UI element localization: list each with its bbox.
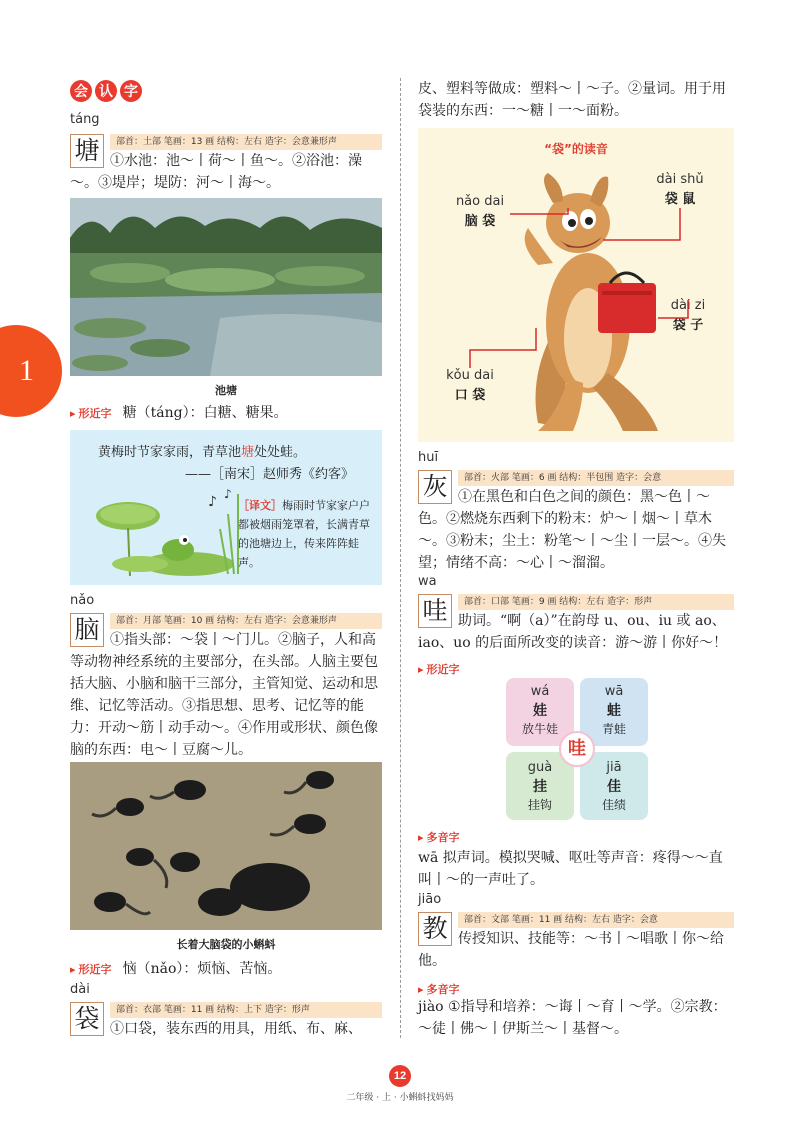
photo-caption: 池塘 bbox=[215, 384, 237, 397]
label-pinyin: dài shǔ bbox=[656, 172, 704, 187]
poem-box bbox=[70, 430, 382, 585]
grid-pinyin: wá bbox=[530, 684, 550, 699]
char-meta: 部首：土部 笔画：13 画 结构：左右 造字：会意兼形声 bbox=[110, 134, 382, 150]
column-divider bbox=[400, 78, 401, 1038]
label-pinyin: dài zi bbox=[670, 298, 706, 313]
headword-char: 灰 bbox=[418, 470, 452, 504]
entry-nao bbox=[70, 593, 382, 758]
similar-char-text: 糖（táng）：白糖、糖果。 bbox=[122, 405, 288, 421]
grid-char: 娃 bbox=[533, 703, 547, 719]
poem-text: 处处蛙。 bbox=[254, 445, 307, 460]
definition: ①指头部：～袋丨～门儿。②脑子，人和高等动物神经系统的主要部分，在头部。人脑主要包括大脑、小脑和脑干三部分，主管知觉、运动和思维、记忆等活动。③指思想、思考、记忆等的能力：开动～筋丨动手动～。④作用或形状、颜色像脑的东西：电～丨豆腐～儿。 bbox=[70, 632, 378, 758]
panel-title: “袋”的读音 bbox=[544, 142, 608, 156]
footer-text: 二年级 · 上 · 小蝌蚪找妈妈 bbox=[346, 1093, 454, 1103]
pond-photo bbox=[70, 198, 382, 376]
label-pinyin: kǒu dai bbox=[446, 368, 494, 383]
definition: ①口袋，装东西的用具，用纸、布、麻、 bbox=[110, 1021, 362, 1037]
entry-jiao bbox=[418, 892, 734, 1037]
pinyin: nǎo bbox=[70, 593, 95, 608]
char-meta: 部首：文部 笔画：11 画 结构：左右 造字：会意 bbox=[458, 912, 734, 928]
photo-caption: 长着大脑袋的小蝌蚪 bbox=[176, 938, 276, 951]
frog-illustration bbox=[88, 484, 248, 580]
label-word: 口 袋 bbox=[454, 388, 486, 403]
pinyin: wa bbox=[418, 574, 437, 589]
entry-hui bbox=[418, 450, 734, 571]
grid-char: 蛙 bbox=[607, 703, 621, 719]
headword-char: 哇 bbox=[418, 594, 452, 628]
grid-center-char: 哇 bbox=[559, 731, 595, 767]
definition: 助词。“啊（a）”在韵母 u、ou、iu 或 ao、iao、uo 的后面所改变的读音：游～游丨你好～！ bbox=[418, 613, 728, 651]
section-title bbox=[70, 80, 142, 102]
continuation-text: 皮、塑料等做成：塑料～丨～子。②量词。用于用袋装的东西：一～糖丨一～面粉。 bbox=[418, 81, 726, 119]
grid-char: 佳 bbox=[607, 779, 621, 795]
entry-tang bbox=[70, 112, 382, 191]
char-meta: 部首：火部 笔画：6 画 结构：半包围 造字：会意 bbox=[458, 470, 734, 486]
chapter-number: 1 bbox=[19, 354, 34, 387]
label-connectors bbox=[418, 128, 734, 442]
polyphone-text: jiào ①指导和培养：～诲丨～育丨～学。②宗教：～徒丨佛～丨伊斯兰～丨基督～。 bbox=[418, 999, 727, 1037]
similar-char-tag: ▸ 形近字 bbox=[418, 663, 460, 676]
similar-char-row bbox=[70, 402, 382, 424]
label-word: 袋 子 bbox=[672, 318, 704, 333]
poem-highlight: 塘 bbox=[241, 445, 255, 460]
kangaroo-panel bbox=[418, 128, 734, 442]
grid-word: 青蛙 bbox=[601, 722, 626, 736]
polyphone-text: wā 拟声词。模拟哭喊、呕吐等声音：疼得～～直叫丨～的一声吐了。 bbox=[418, 850, 723, 888]
tadpole-photo bbox=[70, 762, 382, 930]
page-number-wrap bbox=[0, 1064, 800, 1087]
entry-wa bbox=[418, 574, 734, 676]
label-word: 脑 袋 bbox=[464, 214, 496, 229]
poem-text: 黄梅时节家家雨，青草池 bbox=[98, 445, 242, 460]
section-title-char: 认 bbox=[95, 80, 117, 102]
entry-dai bbox=[70, 982, 382, 1037]
grid-word: 放牛娃 bbox=[521, 722, 558, 736]
pinyin: huī bbox=[418, 450, 439, 465]
svg-text:♪: ♪ bbox=[208, 494, 217, 510]
poem-translation bbox=[238, 496, 370, 572]
grid-pinyin: wā bbox=[604, 684, 624, 699]
section-title-char: 会 bbox=[70, 80, 92, 102]
translation-tag: ［译文］ bbox=[238, 499, 282, 512]
grid-word: 挂钩 bbox=[527, 798, 552, 812]
similar-char-text: 恼（nǎo）：烦恼、苦恼。 bbox=[122, 961, 282, 977]
poem-source: ——［南宋］赵师秀《约客》 bbox=[184, 467, 354, 482]
polyphone-wa bbox=[418, 826, 734, 891]
grid-pinyin: guà bbox=[527, 760, 553, 775]
pinyin: táng bbox=[70, 112, 100, 127]
headword-char: 袋 bbox=[70, 1002, 104, 1036]
chapter-marker bbox=[0, 325, 62, 417]
polyphone-tag: ▸ 多音字 bbox=[418, 831, 460, 844]
pinyin: jiāo bbox=[418, 892, 442, 907]
poem-line bbox=[98, 442, 306, 464]
label-pinyin: nǎo dai bbox=[455, 194, 505, 209]
char-meta: 部首：衣部 笔画：11 画 结构：上下 造字：形声 bbox=[110, 1002, 382, 1018]
headword-char: 塘 bbox=[70, 134, 104, 168]
char-meta: 部首：月部 笔画：10 画 结构：左右 造字：会意兼形声 bbox=[110, 613, 382, 629]
grid-word: 佳绩 bbox=[601, 798, 626, 812]
definition: ①水池：池～丨荷～丨鱼～。②浴池：澡～。③堤岸；堤防：河～丨海～。 bbox=[70, 153, 362, 191]
similar-char-tag: ▸ 形近字 bbox=[70, 407, 112, 420]
headword-char: 脑 bbox=[70, 613, 104, 647]
grid-cell bbox=[580, 752, 648, 820]
definition: ①在黑色和白色之间的颜色：黑～色丨～色。②燃烧东西剩下的粉末：炉～丨烟～丨草木～。③粉末；尘土：粉笔～丨～尘丨一层～。④失望；情绪不高：～心丨～溜溜。 bbox=[418, 489, 726, 571]
label-word: 袋 鼠 bbox=[664, 192, 696, 207]
char-meta: 部首：口部 笔画：9 画 结构：左右 造字：形声 bbox=[458, 594, 734, 610]
section-title-char: 字 bbox=[120, 80, 142, 102]
page-number: 12 bbox=[389, 1065, 411, 1087]
similar-char-tag: ▸ 形近字 bbox=[70, 963, 112, 976]
svg-text:♪: ♪ bbox=[224, 487, 232, 501]
translation-text: 梅雨时节家家户户都被烟雨笼罩着，长满青草的池塘边上，传来阵阵蛙声。 bbox=[238, 499, 370, 569]
similar-char-row bbox=[70, 958, 382, 980]
grid-pinyin: jiā bbox=[606, 760, 622, 775]
similar-char-grid bbox=[506, 678, 648, 820]
headword-char: 教 bbox=[418, 912, 452, 946]
definition: 传授知识、技能等：～书丨～唱歌丨你～给他。 bbox=[418, 931, 724, 969]
grid-char: 挂 bbox=[533, 779, 547, 795]
pinyin: dài bbox=[70, 982, 90, 997]
polyphone-tag: ▸ 多音字 bbox=[418, 983, 460, 996]
